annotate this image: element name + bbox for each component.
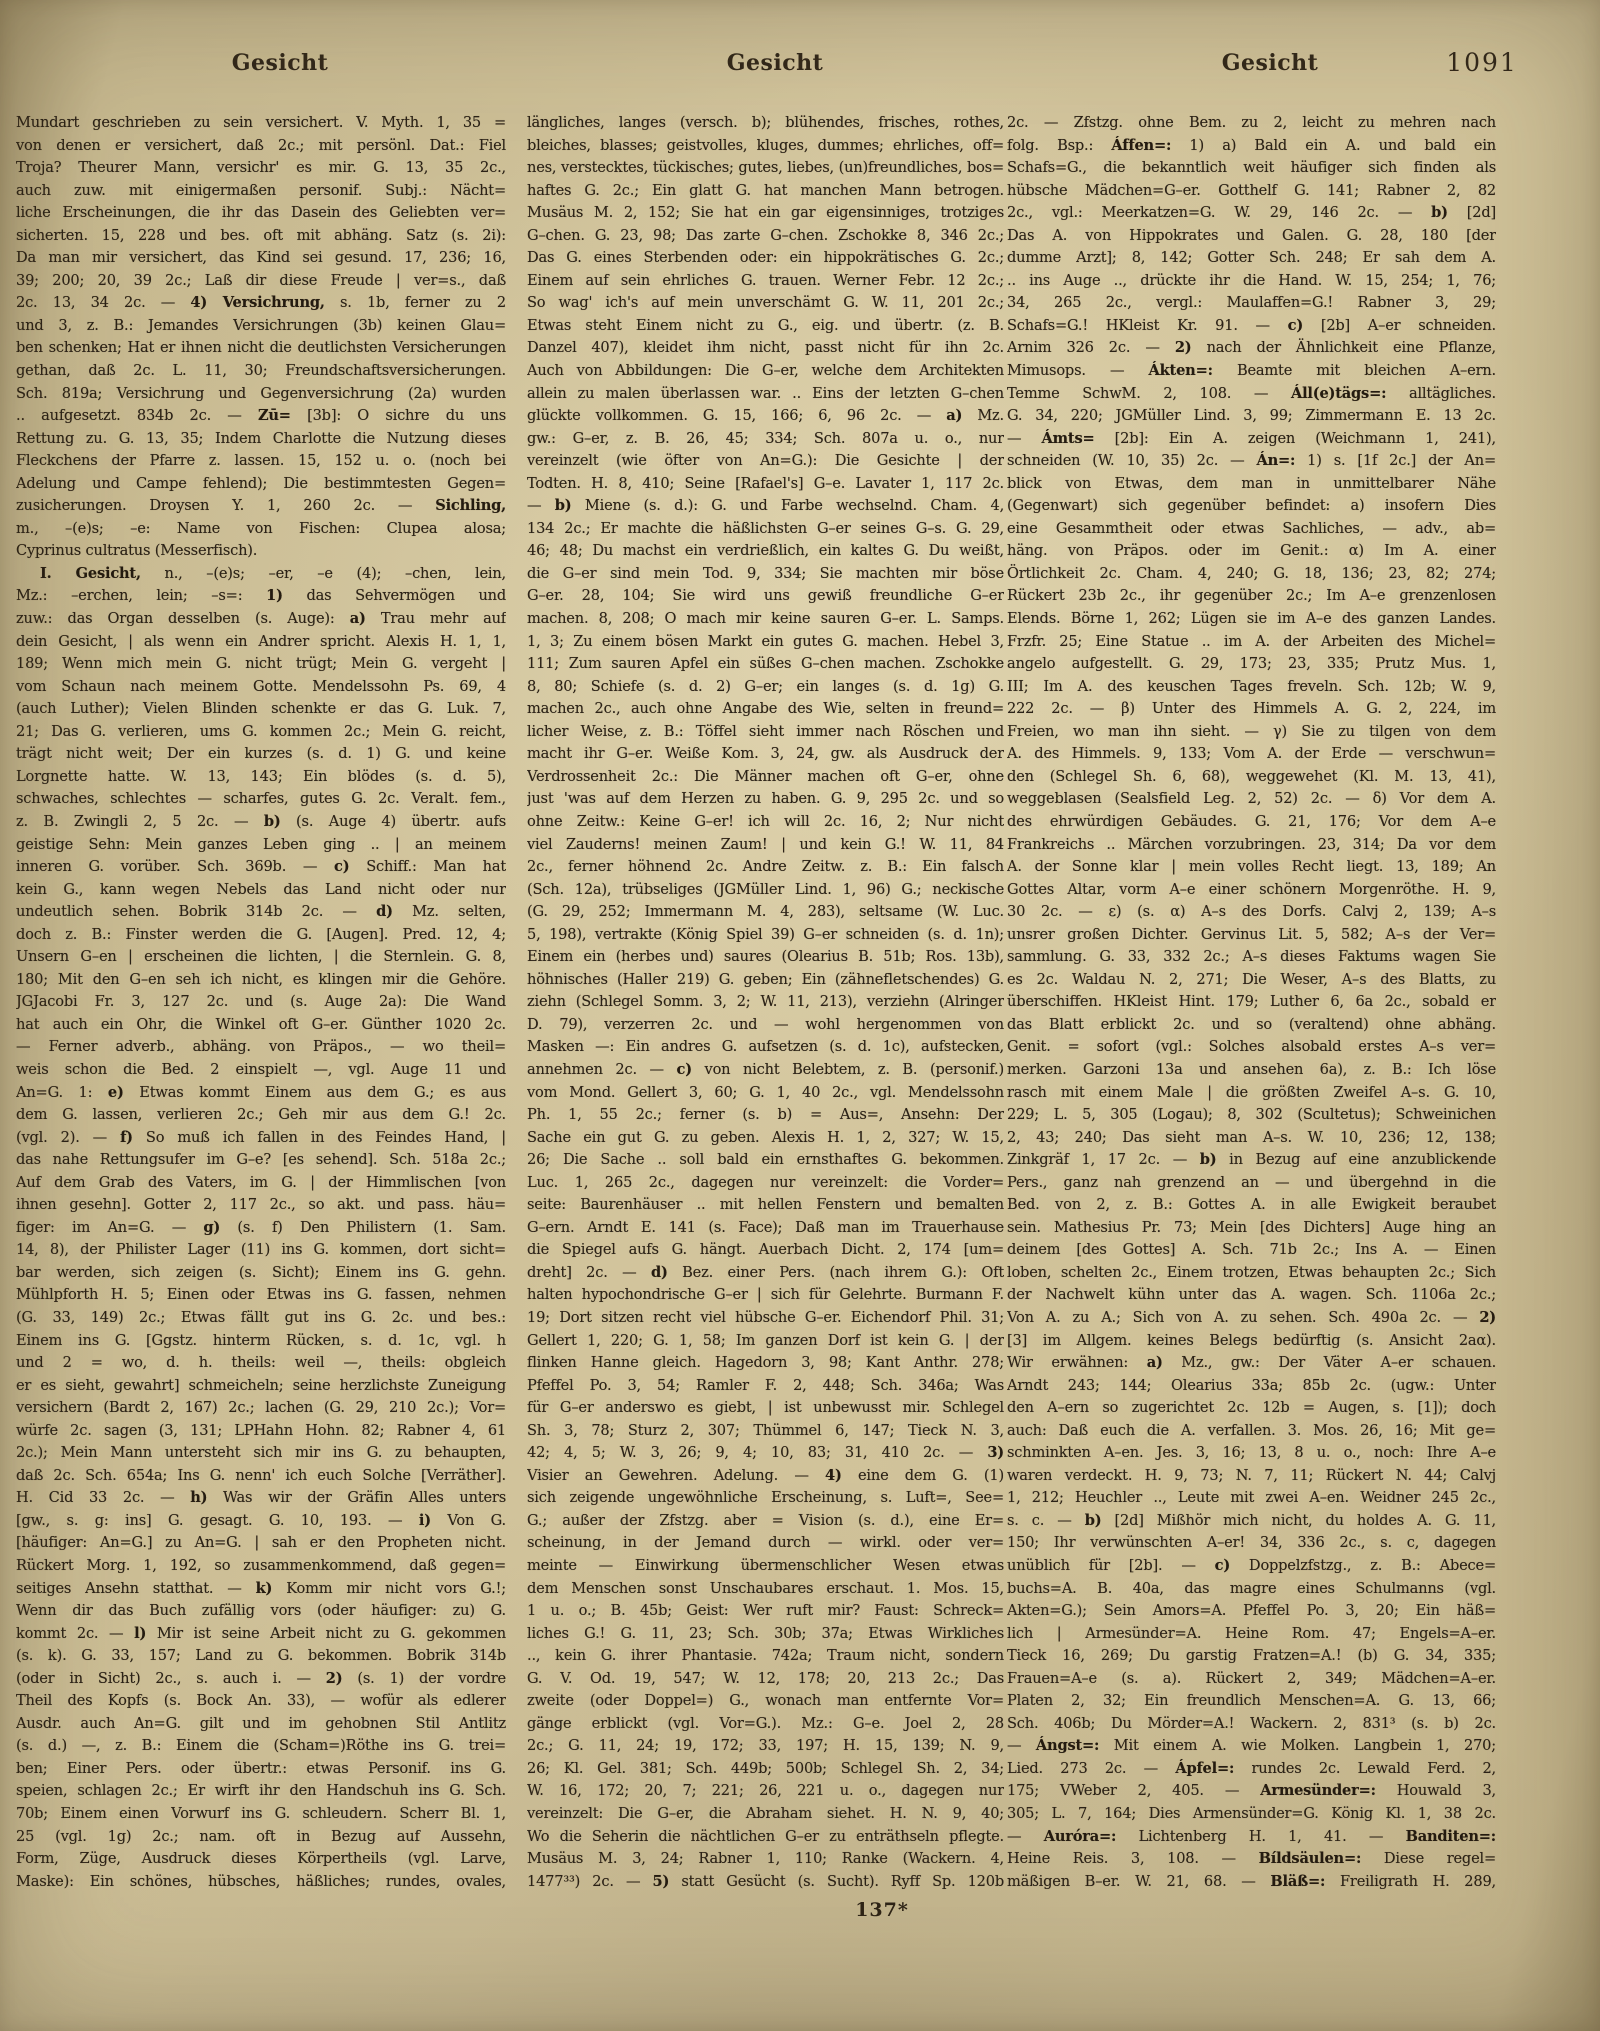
text-line: JGJacobi Fr. 3, 127 2c. und (s. Auge 2a): Die Wand bbox=[16, 993, 506, 1011]
text-line: Mimusops. — Ákten=: Beamte mit bleichen A–ern. bbox=[1007, 362, 1496, 380]
text-line: 189; Wenn mich mein G. nicht trügt; Mein G. vergeht | bbox=[16, 655, 506, 673]
text-line: 34, 265 2c., vergl.: Maulaffen=G.! Rabner 3, 29; bbox=[1007, 294, 1496, 312]
text-line: trägt nicht weit; Der ein kurzes (s. d. 1) G. und keine bbox=[16, 745, 506, 763]
text-line: 1477³³) 2c. — 5) statt Gesücht (s. Sucht). Ryff Sp. 120b bbox=[527, 1872, 1004, 1890]
text-line: 1, 3; Zu einem bösen Markt ein gutes G. machen. Hebel 3, bbox=[527, 632, 1004, 650]
text-line: Platen 2, 32; Ein freundlich Menschen=A. G. 13, 66; bbox=[1007, 1692, 1496, 1710]
text-line: schminkten A–en. Jes. 3, 16; 13, 8 u. o., noch: Ihre A–e bbox=[1007, 1444, 1496, 1462]
text-line: (Gegenwart) sich gegenüber befindet: a) insofern Dies bbox=[1007, 497, 1496, 515]
text-line: Auch von Abbildungen: Die G–er, welche dem Architekten bbox=[527, 362, 1004, 380]
text-line: glückte vollkommen. G. 15, 166; 6, 96 2c. — a) Mz. bbox=[527, 407, 1004, 425]
text-line: 21; Das G. verlieren, ums G. kommen 2c.; Mein G. reicht, bbox=[16, 722, 506, 740]
text-line: Gottes Altar, vorm A–e einer schönern Morgenröthe. H. 9, bbox=[1007, 880, 1496, 898]
text-line: weggeblasen (Sealsfield Leg. 2, 52) 2c. — δ) Vor dem A. bbox=[1007, 790, 1496, 808]
text-line: 1, 212; Heuchler .., Leute mit zwei A–en. Weidner 245 2c., bbox=[1007, 1489, 1496, 1507]
text-line: Masken —: Ein andres G. aufsetzen (s. d. 1c), aufstecken, bbox=[527, 1038, 1004, 1056]
text-line: Todten. H. 8, 410; Seine [Rafael's] G–e. Lavater 1, 117 2c. bbox=[527, 474, 1004, 492]
text-line: vom Schaun nach meinem Gotte. Mendelssohn Ps. 69, 4 bbox=[16, 677, 506, 695]
text-line: Genit. = sofort (vgl.: Solches alsobald erstes A–s ver= bbox=[1007, 1038, 1496, 1056]
text-line: 1 u. o.; B. 45b; Geist: Wer ruft mir? Faust: Schreck= bbox=[527, 1602, 1004, 1620]
text-line: hat auch ein Ohr, die Winkel oft G–er. Günther 1020 2c. bbox=[16, 1015, 506, 1033]
text-line: der Nachwelt kühn unter das A. wagen. Sch. 1106a 2c.; bbox=[1007, 1286, 1496, 1304]
text-line: überschiffen. HKleist Hint. 179; Luther 6, 6a 2c., sobald er bbox=[1007, 993, 1496, 1011]
text-line: Unsern G–en | erscheinen die lichten, | die Sternlein. G. 8, bbox=[16, 948, 506, 966]
text-line: (vgl. 2). — f) So muß ich fallen in des Feindes Hand, | bbox=[16, 1128, 506, 1146]
text-line: — Auróra=: Lichtenberg H. 1, 41. — Banditen=: bbox=[1007, 1827, 1496, 1845]
text-line: sammlung. G. 33, 332 2c.; A–s dieses Faktums wagen Sie bbox=[1007, 948, 1496, 966]
text-line: kommt 2c. — l) Mir ist seine Arbeit nicht zu G. gekommen bbox=[16, 1624, 506, 1642]
text-line: III; Im A. des keuschen Tages freveln. Sch. 12b; W. 9, bbox=[1007, 677, 1496, 695]
text-line: dreht] 2c. — d) Bez. einer Pers. (nach ihrem G.): Oft bbox=[527, 1263, 1004, 1281]
text-line: weis schon die Bed. 2 einspielt —, vgl. Auge 11 und bbox=[16, 1060, 506, 1078]
text-line: doch z. B.: Finster werden die G. [Augen]. Pred. 12, 4; bbox=[16, 925, 506, 943]
text-line: sein. Mathesius Pr. 73; Mein [des Dichters] Auge hing an bbox=[1007, 1218, 1496, 1236]
text-line: Sache ein gut G. zu geben. Alexis H. 1, 2, 327; W. 15, bbox=[527, 1128, 1004, 1146]
text-line: Das G. eines Sterbenden oder: ein hippokrätisches G. 2c.; bbox=[527, 249, 1004, 267]
text-line: 30 2c. — ε) (s. α) A–s des Dorfs. Calvj 2, 139; A–s bbox=[1007, 903, 1496, 921]
text-line: 46; 48; Du machst ein verdrießlich, ein kaltes G. Du weißt, bbox=[527, 542, 1004, 560]
text-line: deinem [des Gottes] A. Sch. 71b 2c.; Ins A. — Einen bbox=[1007, 1241, 1496, 1259]
text-line: haftes G. 2c.; Ein glatt G. hat manchen Mann betrogen. bbox=[527, 181, 1004, 199]
text-line: Arnim 326 2c. — 2) nach der Ähnlichkeit eine Pflanze, bbox=[1007, 339, 1496, 357]
text-line: den A–ern so zugerichtet 2c. 12b = Augen, s. [1]); doch bbox=[1007, 1399, 1496, 1417]
text-line: buchs=A. B. 40a, das magre eines Schulmanns (vgl. bbox=[1007, 1579, 1496, 1597]
text-line: [gw., s. g: ins] G. gesagt. G. 10, 193. — i) Von G. bbox=[16, 1511, 506, 1529]
text-line: A. des Himmels. 9, 133; Vom A. der Erde — verschwun= bbox=[1007, 745, 1496, 763]
text-line: Tieck 16, 269; Du garstig Fratzen=A.! (b) G. 34, 335; bbox=[1007, 1647, 1496, 1665]
text-line: versichern (Bardt 2, 167) 2c.; lachen (G. 29, 210 2c.); Vor= bbox=[16, 1399, 506, 1417]
text-line: flinken Hanne gleich. Hagedorn 3, 98; Kant Anthr. 278; bbox=[527, 1354, 1004, 1372]
text-line: annehmen 2c. — c) von nicht Belebtem, z. B. (personif.) bbox=[527, 1060, 1004, 1078]
text-column-left bbox=[16, 112, 506, 1893]
text-line: 111; Zum sauren Apfel ein süßes G–chen machen. Zschokke bbox=[527, 655, 1004, 673]
text-line: 175; VWeber 2, 405. — Armesünder=: Houwald 3, bbox=[1007, 1782, 1496, 1800]
text-column-center bbox=[527, 112, 1004, 1893]
text-line: 222 2c. — β) Unter des Himmels A. G. 2, 224, im bbox=[1007, 700, 1496, 718]
text-line: er es sieht, gewahrt] schmeicheln; seine herzlichste Zuneigung bbox=[16, 1376, 506, 1394]
text-line: .. ins Auge .., drückte ihr die Hand. W. 15, 254; 1, 76; bbox=[1007, 271, 1496, 289]
text-line: Wenn dir das Buch zufällig vors (oder häufiger: zu) G. bbox=[16, 1602, 506, 1620]
text-line: Schafs=G.! HKleist Kr. 91. — c) [2b] A–er schneiden. bbox=[1007, 316, 1496, 334]
text-line: den (Schlegel Sh. 6, 68), weggewehet (Kl. M. 13, 41), bbox=[1007, 767, 1496, 785]
text-line: und 2 = wo, d. h. theils: weil —, theils: obgleich bbox=[16, 1354, 506, 1372]
text-line: sicherten. 15, 228 und bes. oft mit abhäng. Satz (s. 2i): bbox=[16, 226, 506, 244]
text-line: (G. 29, 252; Immermann M. 4, 283), seltsame (W. Luc. bbox=[527, 903, 1004, 921]
text-line: Elends. Börne 1, 262; Lügen sie im A–e des ganzen Landes. bbox=[1007, 610, 1496, 628]
text-line: Pers., ganz nah grenzend an — und übergehnd in die bbox=[1007, 1173, 1496, 1191]
text-line: So wag' ich's auf mein unverschämt G. W. 11, 201 2c.; bbox=[527, 294, 1004, 312]
text-line: macht ihr G–er. Weiße Kom. 3, 24, gw. als Ausdruck der bbox=[527, 745, 1004, 763]
text-line: zusicherungen. Droysen Y. 1, 260 2c. — Sichling, bbox=[16, 497, 506, 515]
text-line: vom Mond. Gellert 3, 60; G. 1, 40 2c., vgl. Mendelssohn bbox=[527, 1083, 1004, 1101]
text-column-right bbox=[1007, 112, 1496, 1893]
text-line: bleiches, blasses; geistvolles, kluges, dummes; ehrliches, off= bbox=[527, 136, 1004, 154]
text-line: liche Erscheinungen, die ihr das Dasein des Geliebten ver= bbox=[16, 204, 506, 222]
text-line: Da man mir versichert, das Kind sei gesund. 17, 236; 16, bbox=[16, 249, 506, 267]
text-line: zuw.: das Organ desselben (s. Auge): a) Trau mehr auf bbox=[16, 610, 506, 628]
text-line: W. 16, 172; 20, 7; 221; 26, 221 u. o., dagegen nur bbox=[527, 1782, 1004, 1800]
text-line: ziehn (Schlegel Somm. 3, 2; W. 11, 213), verziehn (Alringer bbox=[527, 993, 1004, 1011]
text-line: Einem auf sein ehrliches G. trauen. Werner Febr. 12 2c.; bbox=[527, 271, 1004, 289]
text-line: Danzel 407), kleidet ihm nicht, passt nicht für ihn 2c. bbox=[527, 339, 1004, 357]
text-line: 305; L. 7, 164; Dies Armensünder=G. König Kl. 1, 38 2c. bbox=[1007, 1805, 1496, 1823]
text-line: ohne Zeitw.: Keine G–er! ich will 2c. 16, 2; Nur nicht bbox=[527, 812, 1004, 830]
text-line: — Ángst=: Mit einem A. wie Molken. Langbein 1, 270; bbox=[1007, 1737, 1496, 1755]
text-line: viel Zauderns! meinen Zaum! | und kein G.! W. 11, 84 bbox=[527, 835, 1004, 853]
text-line: Akten=G.); Sein Amors=A. Pfeffel Po. 3, 20; Ein häß= bbox=[1007, 1602, 1496, 1620]
text-line: liches G.! G. 11, 23; Sch. 30b; 37a; Etwas Wirkliches bbox=[527, 1624, 1004, 1642]
text-line: figer: im An=G. — g) (s. f) Den Philistern (1. Sam. bbox=[16, 1218, 506, 1236]
text-line: häng. von Präpos. oder im Genit.: α) Im A. einer bbox=[1007, 542, 1496, 560]
text-line: Wir erwähnen: a) Mz., gw.: Der Väter A–er schauen. bbox=[1007, 1354, 1496, 1372]
text-line: Von A. zu A.; Sich von A. zu sehen. Sch. 490a 2c. — 2) bbox=[1007, 1308, 1496, 1326]
text-line: gethan, daß 2c. L. 11, 30; Freundschaftsversicherungen. bbox=[16, 362, 506, 380]
text-line: angelo aufgestellt. G. 29, 173; 23, 335; Prutz Mus. 1, bbox=[1007, 655, 1496, 673]
text-line: G–er. 28, 104; Sie wird uns gewiß freundliche G–er bbox=[527, 587, 1004, 605]
text-line: allein zu malen überlassen war. .. Eins der letzten G–chen bbox=[527, 384, 1004, 402]
text-line: 14, 8), der Philister Lager (11) ins G. kommen, dort sicht= bbox=[16, 1241, 506, 1259]
signature-mark: 137* bbox=[855, 1899, 909, 1921]
text-line: dein Gesicht, | als wenn ein Andrer spricht. Alexis H. 1, 1, bbox=[16, 632, 506, 650]
text-line: Das A. von Hippokrates und Galen. G. 28, 180 [der bbox=[1007, 226, 1496, 244]
text-line: 2c.; G. 11, 24; 19, 172; 33, 197; H. 15, 139; N. 9, bbox=[527, 1737, 1004, 1755]
text-line: Sch. 406b; Du Mörder=A.! Wackern. 2, 831³ (s. b) 2c. bbox=[1007, 1714, 1496, 1732]
text-line: Sh. 3, 78; Sturz 2, 307; Thümmel 6, 147; Tieck N. 3, bbox=[527, 1421, 1004, 1439]
text-line: meinte — Einwirkung übermenschlicher Wesen etwas bbox=[527, 1557, 1004, 1574]
text-line: Einem ein (herbes und) saures (Olearius B. 51b; Ros. 13b), bbox=[527, 948, 1004, 966]
text-line: 2c. — Zfstzg. ohne Bem. zu 2, leicht zu mehren nach bbox=[1007, 114, 1496, 131]
text-line: Heine Reis. 3, 108. — Bíldsäulen=: Diese regel= bbox=[1007, 1850, 1496, 1868]
text-line: Visier an Gewehren. Adelung. — 4) eine dem G. (1) bbox=[527, 1466, 1004, 1484]
text-line: 70b; Einem einen Vorwurf ins G. schleudern. Scherr Bl. 1, bbox=[16, 1805, 506, 1823]
text-line: Adelung und Campe fehlend); Die bestimmtesten Gegen= bbox=[16, 474, 506, 492]
text-line: G–chen. G. 23, 98; Das zarte G–chen. Zschokke 8, 346 2c.; bbox=[527, 226, 1004, 244]
text-line: unsrer großen Dichter. Gervinus Lit. 5, 582; A–s der Ver= bbox=[1007, 925, 1496, 943]
text-line: Luc. 1, 265 2c., dagegen nur vereinzelt: die Vorder= bbox=[527, 1173, 1004, 1191]
text-line: (G. 33, 149) 2c.; Etwas fällt gut ins G. 2c. und bes.: bbox=[16, 1308, 506, 1326]
text-line: Frzfr. 25; Eine Statue .. im A. der Arbeiten des Michel= bbox=[1007, 632, 1496, 650]
text-line: 39; 200; 20, 39 2c.; Laß dir diese Freude | ver=s., daß bbox=[16, 271, 506, 289]
text-line: Ph. 1, 55 2c.; ferner (s. b) = Aus=, Ansehn: Der bbox=[527, 1106, 1004, 1124]
text-line: des ehrwürdigen Gebäudes. G. 21, 176; Vor dem A–e bbox=[1007, 812, 1496, 830]
text-line: 2, 43; 240; Das sieht man A–s. W. 10, 236; 12, 138; bbox=[1007, 1128, 1496, 1146]
text-line: seitiges Ansehn statthat. — k) Komm mir nicht vors G.!; bbox=[16, 1579, 506, 1597]
text-line: bar werden, sich zeigen (s. Sicht); Einem ins G. gehn. bbox=[16, 1263, 506, 1281]
text-line: halten hypochondrische G–er | sich für Gelehrte. Burmann F. bbox=[527, 1286, 1004, 1304]
text-line: für G–er anderswo es giebt, | ist unbewusst mir. Schlegel bbox=[527, 1399, 1004, 1417]
running-head-right: Gesicht bbox=[1221, 50, 1319, 76]
text-line: G.; außer der Zfstzg. aber = Vision (s. d.), eine Er= bbox=[527, 1511, 1004, 1529]
text-line: die Spiegel aufs G. hängt. Auerbach Dicht. 2, 174 [um= bbox=[527, 1241, 1004, 1259]
text-line: Wo die Seherin die nächtlichen G–er zu enträthseln pflegte. bbox=[527, 1827, 1004, 1845]
text-line: — Ámts= [2b]: Ein A. zeigen (Weichmann 1, 241), bbox=[1007, 429, 1496, 447]
text-line: Frankreichs .. Märchen vorzubringen. 23, 314; Da vor dem bbox=[1007, 835, 1496, 853]
text-line: eine Gesammtheit oder etwas Sachliches, — adv., ab= bbox=[1007, 519, 1496, 537]
text-line: Ausdr. auch An=G. gilt und im gehobnen Stil Antlitz bbox=[16, 1714, 506, 1732]
text-line: sich zeigende ungewöhnliche Erscheinung, s. Luft=, See= bbox=[527, 1489, 1004, 1507]
text-line: s. c. — b) [2d] Mißhör mich nicht, du holdes A. G. 11, bbox=[1007, 1511, 1496, 1529]
text-line: inneren G. vorüber. Sch. 369b. — c) Schiff.: Man hat bbox=[16, 858, 506, 876]
text-line: Zinkgräf 1, 17 2c. — b) in Bezug auf eine anzublickende bbox=[1007, 1151, 1496, 1169]
text-line: waren verdeckt. H. 9, 73; N. 7, 11; Rückert N. 44; Calvj bbox=[1007, 1466, 1496, 1484]
text-line: merken. Garzoni 13a und ansehen 6a), z. B.: Ich löse bbox=[1007, 1060, 1496, 1078]
text-line: längliches, langes (versch. b); blühendes, frisches, rothes, bbox=[527, 114, 1004, 131]
text-line: Lorgnette hatte. W. 13, 143; Ein blödes (s. d. 5), bbox=[16, 767, 506, 785]
text-line: scheinung, in der Jemand durch — wirkl. oder ver= bbox=[527, 1534, 1004, 1552]
text-line: geistige Sehn: Mein ganzes Leben ging .. | an meinem bbox=[16, 835, 506, 853]
text-line: Fleckchens der Pfarre z. lassen. 15, 152 u. o. (noch bei bbox=[16, 452, 506, 470]
text-line: Theil des Kopfs (s. Bock An. 33), — wofür als edlerer bbox=[16, 1692, 506, 1710]
text-line: (s. d.) —, z. B.: Einem die (Scham=)Röthe ins G. trei= bbox=[16, 1737, 506, 1755]
text-line: Troja? Theurer Mann, versichr' es mir. G. 13, 35 2c., bbox=[16, 159, 506, 177]
text-line: Maske): Ein schönes, hübsches, häßliches; rundes, ovales, bbox=[16, 1872, 506, 1890]
text-line: An=G. 1: e) Etwas kommt Einem aus dem G.; es aus bbox=[16, 1083, 506, 1101]
text-line: Einem ins G. [Ggstz. hinterm Rücken, s. d. 1c, vgl. h bbox=[16, 1331, 506, 1349]
text-line: (oder in Sicht) 2c., s. auch i. — 2) (s. 1) der vordre bbox=[16, 1669, 506, 1687]
text-line: .., kein G. ihrer Phantasie. 742a; Traum nicht, sondern bbox=[527, 1647, 1004, 1665]
text-line: die G–er sind mein Tod. 9, 334; Sie machten mir böse bbox=[527, 564, 1004, 582]
text-line: z. B. Zwingli 2, 5 2c. — b) (s. Auge 4) übertr. aufs bbox=[16, 812, 506, 830]
text-line: 26; Kl. Gel. 381; Sch. 449b; 500b; Schlegel Sh. 2, 34; bbox=[527, 1759, 1004, 1777]
text-line: Rückert Morg. 1, 192, so zusammenkommend, daß gegen= bbox=[16, 1557, 506, 1574]
text-line: Rettung zu. G. 13, 35; Indem Charlotte die Nutzung dieses bbox=[16, 429, 506, 447]
text-line: (s. k). G. 33, 157; Land zu G. bekommen. Bobrik 314b bbox=[16, 1647, 506, 1665]
text-line: m., –(e)s; –e: Name von Fischen: Clupea alosa; bbox=[16, 519, 506, 537]
text-line: auch zuw. mit einigermaßen personif. Subj.: Nächt= bbox=[16, 181, 506, 199]
text-line: 25 (vgl. 1g) 2c.; nam. oft in Bezug auf Aussehn, bbox=[16, 1827, 506, 1845]
text-line: Rückert 23b 2c., ihr gegenüber 2c.; Im A–e grenzenlosen bbox=[1007, 587, 1496, 605]
text-line: es 2c. Waldau N. 2, 271; Die Weser, A–s des Blatts, zu bbox=[1007, 970, 1496, 988]
text-line: Etwas steht Einem nicht zu G., eig. und übertr. (z. B. bbox=[527, 316, 1004, 334]
text-line: 2c.); Mein Mann untersteht sich mir ins G. zu behaupten, bbox=[16, 1444, 506, 1462]
text-line: machen 2c., auch ohne Angabe des Wie, selten in freund= bbox=[527, 700, 1004, 718]
running-head-center: Gesicht bbox=[726, 50, 824, 76]
text-line: zweite (oder Doppel=) G., wonach man entfernte Vor= bbox=[527, 1692, 1004, 1710]
text-line: hübsche Mädchen=G–er. Gotthelf G. 141; Rabner 2, 82 bbox=[1007, 181, 1496, 199]
page-number: 1091 bbox=[1446, 48, 1518, 77]
text-line: (Sch. 12a), trübseliges (JGMüller Lind. 1, 96) G.; neckische bbox=[527, 880, 1004, 898]
text-line: kein G., kann wegen Nebels das Land nicht oder nur bbox=[16, 880, 506, 898]
text-line: gw.: G–er, z. B. 26, 45; 334; Sch. 807a u. o., nur bbox=[527, 429, 1004, 447]
text-line: just 'was auf dem Herzen zu haben. G. 9, 295 2c. und so bbox=[527, 790, 1004, 808]
text-line: 19; Dort sitzen recht viel hübsche G–er. Eichendorf Phil. 31; bbox=[527, 1308, 1004, 1326]
text-line: Freien, wo man ihn sieht. — γ) Sie zu tilgen von dem bbox=[1007, 722, 1496, 740]
text-line: daß 2c. Sch. 654a; Ins G. nenn' ich euch Solche [Verräther]. bbox=[16, 1466, 506, 1484]
text-line: ben; Einer Pers. oder übertr.: etwas Personif. ins G. bbox=[16, 1759, 506, 1777]
text-line: höhnisches (Haller 219) G. geben; Ein (zähnefletschendes) G. bbox=[527, 970, 1004, 988]
text-line: 2c., ferner höhnend 2c. Andre Zeitw. z. B.: Ein falsch bbox=[527, 858, 1004, 876]
text-line: G–ern. Arndt E. 141 (s. Face); Daß man im Trauerhause bbox=[527, 1218, 1004, 1236]
text-line: 229; L. 5, 305 (Logau); 8, 302 (Scultetus); Schweinichen bbox=[1007, 1106, 1496, 1124]
text-line: folg. Bsp.: Áffen=: 1) a) Bald ein A. und bald ein bbox=[1007, 136, 1496, 154]
text-line: Form, Züge, Ausdruck dieses Körpertheils (vgl. Larve, bbox=[16, 1850, 506, 1868]
text-line: Lied. 273 2c. — Ápfel=: rundes 2c. Lewald Ferd. 2, bbox=[1007, 1759, 1496, 1777]
text-line: blick von Etwas, dem man in unmittelbarer Nähe bbox=[1007, 474, 1496, 492]
text-line: undeutlich sehen. Bobrik 314b 2c. — d) Mz. selten, bbox=[16, 903, 506, 921]
text-line: (auch Luther); Vielen Blinden schenkte er das G. Luk. 7, bbox=[16, 700, 506, 718]
text-line: Auf dem Grab des Vaters, im G. | der Himmlischen [von bbox=[16, 1173, 506, 1191]
text-line: dem G. lassen, verlieren 2c.; Geh mir aus dem G.! 2c. bbox=[16, 1106, 506, 1124]
text-line: Mz.: –erchen, lein; –s=: 1) das Sehvermögen und bbox=[16, 587, 506, 605]
text-line: 180; Mit den G–en seh ich nicht, es klingen mir die Gehöre. bbox=[16, 970, 506, 988]
running-head-left: Gesicht bbox=[231, 50, 329, 76]
text-line: [3] im Allgem. keines Belegs bedürftig (s. Ansicht 2aα). bbox=[1007, 1331, 1496, 1349]
text-line: Cyprinus cultratus (Messerfisch). bbox=[16, 542, 258, 560]
text-line: das Blatt erblickt 2c. und so (veraltend) ohne abhäng. bbox=[1007, 1015, 1496, 1033]
text-line: schneiden (W. 10, 35) 2c. — Án=: 1) s. [1f 2c.] der An= bbox=[1007, 452, 1496, 470]
text-line: Örtlichkeit 2c. Cham. 4, 240; G. 18, 136; 23, 82; 274; bbox=[1007, 564, 1496, 582]
text-line: und 3, z. B.: Jemandes Versichrungen (3b) keinen Glau= bbox=[16, 316, 506, 334]
text-line: rasch mit einem Male | die größten Zweifel A–s. G. 10, bbox=[1007, 1083, 1496, 1101]
text-line: ben schenken; Hat er ihnen nicht die deutlichsten Versicherungen bbox=[16, 339, 506, 357]
text-line: speien, schlagen 2c.; Er wirft ihr den Handschuh ins G. Sch. bbox=[16, 1782, 506, 1800]
text-line: seite: Baurenhäuser .. mit hellen Fenstern und bemalten bbox=[527, 1196, 1004, 1214]
text-line: loben, schelten 2c., Einem trotzen, Etwas behaupten 2c.; Sich bbox=[1007, 1263, 1496, 1281]
text-line: Temme SchwM. 2, 108. — Áll(e)tägs=: alltägliches. bbox=[1007, 384, 1496, 402]
text-line: vereinzelt (wie öfter von An=G.): Die Gesichte | der bbox=[527, 452, 1004, 470]
text-line: .. aufgesetzt. 834b 2c. — Zū= [3b]: O sichre du uns bbox=[16, 407, 506, 425]
text-line: H. Cid 33 2c. — h) Was wir der Gräfin Alles unters bbox=[16, 1489, 506, 1507]
text-line: Pfeffel Po. 3, 54; Ramler F. 2, 448; Sch. 346a; Was bbox=[527, 1376, 1004, 1394]
text-line: 150; Ihr verwünschten A–er! 34, 336 2c., s. c, dagegen bbox=[1007, 1534, 1496, 1552]
text-line: Sch. 819a; Versichrung und Gegenversichrung (2a) wurden bbox=[16, 384, 506, 402]
text-line: G. 34, 220; JGMüller Lind. 3, 99; Zimmermann E. 13 2c. bbox=[1007, 407, 1496, 425]
text-line: würfe 2c. sagen (3, 131; LPHahn Hohn. 82; Rabner 4, 61 bbox=[16, 1421, 506, 1439]
text-line: 134 2c.; Er machte die häßlichsten G–er seines G–s. G. 29, bbox=[527, 519, 1004, 537]
text-line: 2c., vgl.: Meerkatzen=G. W. 29, 146 2c. — b) [2d] bbox=[1007, 204, 1496, 222]
text-line: von denen er versichert, daß 2c.; mit persönl. Dat.: Fiel bbox=[16, 136, 506, 154]
text-line: Bed. von 2, z. B.: Gottes A. in alle Ewigkeit beraubet bbox=[1007, 1196, 1496, 1214]
text-line: 26; Die Sache .. soll bald ein ernsthaftes G. bekommen. bbox=[527, 1151, 1004, 1169]
text-line: Gellert 1, 220; G. 1, 58; Im ganzen Dorf ist kein G. | der bbox=[527, 1331, 1004, 1349]
text-line: lich | Armesünder=A. Heine Rom. 47; Engels=A–er. bbox=[1007, 1624, 1496, 1642]
text-line: schwaches, schlechtes — scharfes, gutes G. 2c. Veralt. fem., bbox=[16, 790, 506, 808]
text-line: auch: Daß euch die A. verfallen. 3. Mos. 26, 16; Mit ge= bbox=[1007, 1421, 1496, 1439]
text-line: [häufiger: An=G.] zu An=G. | sah er den Propheten nicht. bbox=[16, 1534, 506, 1552]
text-line: machen. 8, 208; O mach mir keine sauren G–er. L. Samps. bbox=[527, 610, 1004, 628]
text-line: dem Menschen sonst Unschaubares erschaut. 1. Mos. 15, bbox=[527, 1579, 1004, 1597]
text-line: Verdrossenheit 2c.: Die Männer machen oft G–er, ohne bbox=[527, 767, 1004, 785]
text-line: vereinzelt: Die G–er, die Abraham siehet. H. N. 9, 40; bbox=[527, 1805, 1004, 1823]
text-line: G. V. Od. 19, 547; W. 12, 178; 20, 213 2c.; Das bbox=[527, 1669, 1004, 1687]
text-line: nes, verstecktes, tückisches; gutes, liebes, (un)freundliches, bos= bbox=[527, 159, 1004, 177]
text-line: ihnen gesehn]. Gotter 2, 117 2c., so akt. und pass. häu= bbox=[16, 1196, 506, 1214]
text-line: 2c. 13, 34 2c. — 4) Versichrung, s. 1b, ferner zu 2 bbox=[16, 294, 506, 312]
text-line: 8, 80; Schiefe (s. d. 2) G–er; ein langes (s. d. 1g) G. bbox=[527, 677, 1004, 695]
text-line: dumme Arzt]; 8, 142; Gotter Sch. 248; Er sah dem A. bbox=[1007, 249, 1496, 267]
text-line: mäßigen B–er. W. 21, 68. — Bläß=: Freiligrath H. 289, bbox=[1007, 1872, 1496, 1890]
text-line: Arndt 243; 144; Olearius 33a; 85b 2c. (ugw.: Unter bbox=[1007, 1376, 1496, 1394]
text-line: Schafs=G., die bekanntlich weit häufiger sich finden als bbox=[1007, 159, 1496, 177]
text-line: — Ferner adverb., abhäng. von Präpos., — wo theil= bbox=[16, 1038, 506, 1056]
text-line: — b) Miene (s. d.): G. und Farbe wechselnd. Cham. 4, bbox=[527, 497, 1004, 515]
text-line: D. 79), verzerren 2c. und — wohl hergenommen von bbox=[527, 1015, 1004, 1033]
text-line: das nahe Rettungsufer im G–e? [es sehend]. Sch. 518a 2c.; bbox=[16, 1151, 506, 1169]
text-line: unüblich für [2b]. — c) Doppelzfstzg., z. B.: Abece= bbox=[1007, 1557, 1496, 1574]
text-line: 5, 198), vertrakte (König Spiel 39) G–er schneiden (s. d. 1n); bbox=[527, 925, 1004, 943]
text-line: gänge erblickt (vgl. Vor=G.). Mz.: G–e. Joel 2, 28 bbox=[527, 1714, 1004, 1732]
text-line: Mundart geschrieben zu sein versichert. V. Myth. 1, 35 = bbox=[16, 114, 506, 131]
text-line: Mühlpforth H. 5; Einen oder Etwas ins G. fassen, nehmen bbox=[16, 1286, 506, 1304]
text-line: Frauen=A–e (s. a). Rückert 2, 349; Mädchen=A–er. bbox=[1007, 1669, 1496, 1687]
text-line: Musäus M. 3, 24; Rabner 1, 110; Ranke (Wackern. 4, bbox=[527, 1850, 1004, 1868]
text-line: I. Gesicht, n., –(e)s; –er, –e (4); –chen, lein, bbox=[40, 564, 506, 582]
text-line: Musäus M. 2, 152; Sie hat ein gar eigensinniges, trotziges bbox=[527, 204, 1004, 222]
text-line: licher Weise, z. B.: Töffel sieht immer nach Röschen und bbox=[527, 722, 1004, 740]
text-line: 42; 4, 5; W. 3, 26; 9, 4; 10, 83; 31, 410 2c. — 3) bbox=[527, 1444, 1004, 1462]
text-line: A. der Sonne klar | mein volles Recht liegt. 13, 189; An bbox=[1007, 858, 1496, 876]
